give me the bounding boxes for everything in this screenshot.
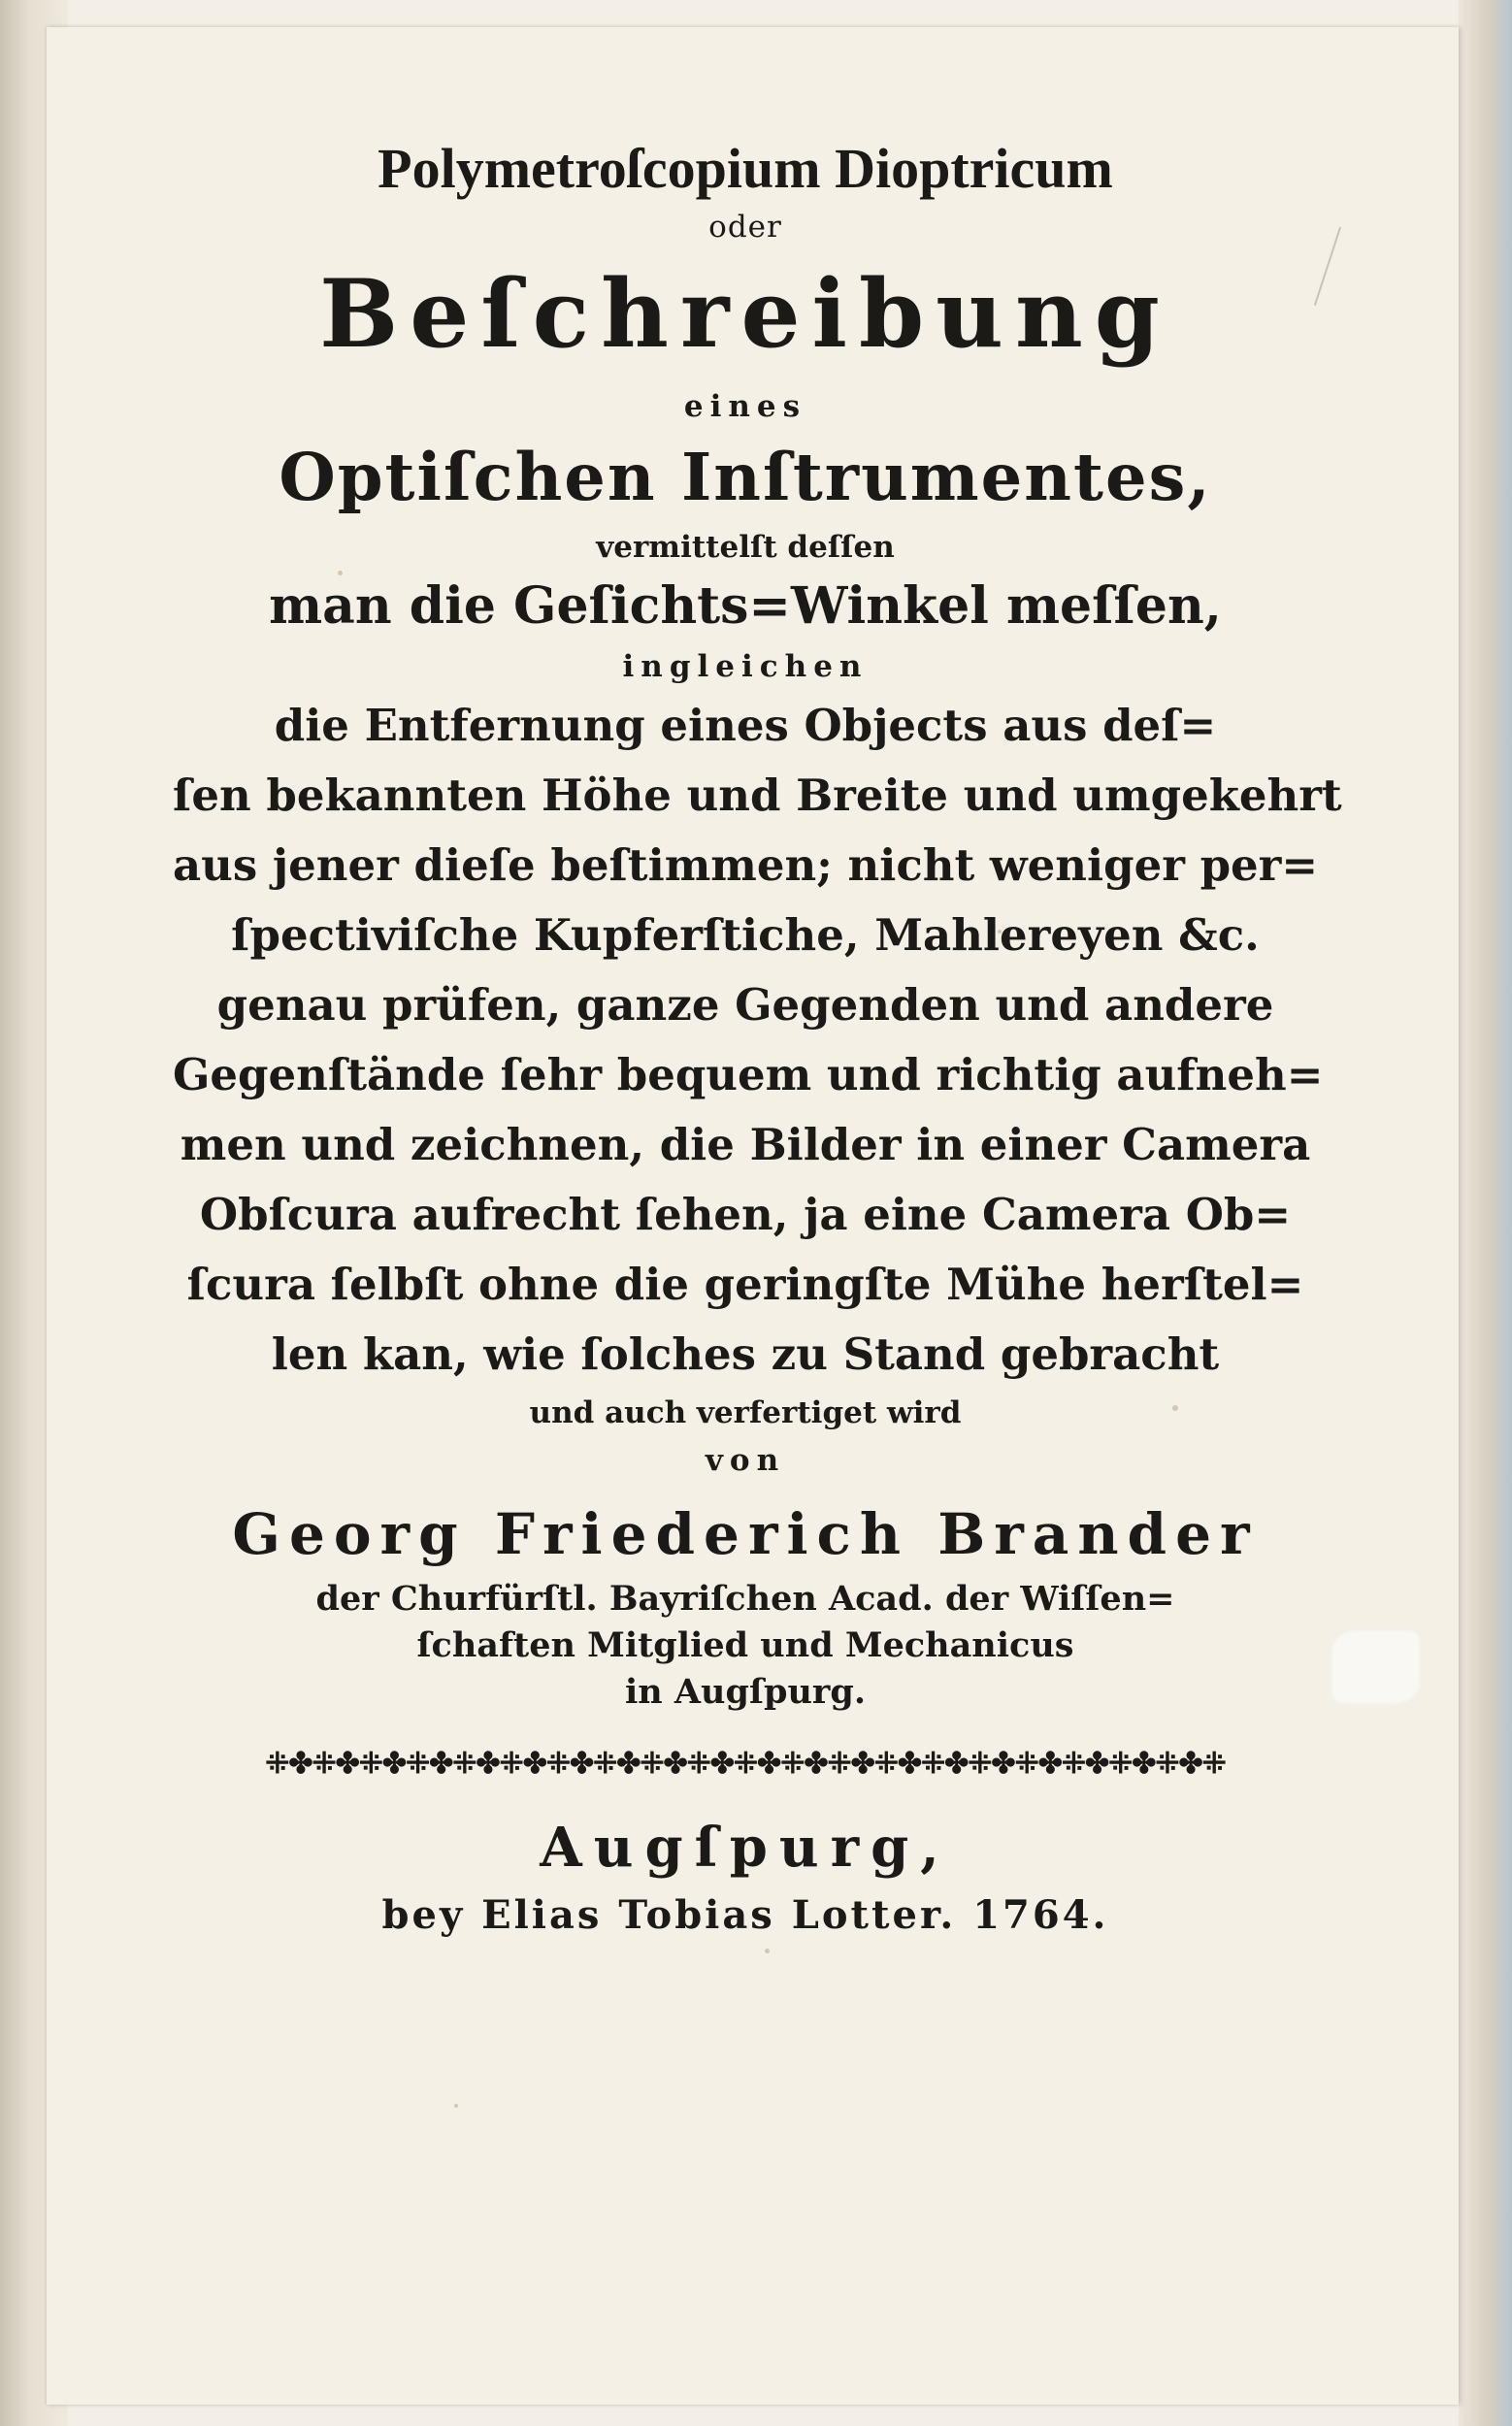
body-line: Gegenſtände ſehr bequem und richtig aufneh= <box>173 1049 1324 1100</box>
body-line: aus jener dieſe beſtimmen; nicht weniger per= <box>173 839 1319 891</box>
title-beschreibung: Beſchreibung <box>319 259 1171 369</box>
body-line: ſpectiviſche Kupferſtiche, Mahlereyen &c. <box>231 909 1260 961</box>
body-line: genau prüfen, ganze Gegenden und andere <box>216 979 1274 1031</box>
verfertiget-line: und auch verfertiget wird <box>529 1395 962 1430</box>
paper-speck <box>765 1949 770 1953</box>
publication-place: Augſpurg, <box>540 1816 951 1880</box>
author-affiliation: der Churfürſtl. Bayriſchen Acad. der Wiſſen= <box>315 1579 1175 1619</box>
paper-tear <box>1330 1628 1422 1706</box>
word-eines: eines <box>683 389 807 424</box>
body-line: len kan, wie ſolches zu Stand gebracht <box>271 1328 1220 1380</box>
word-ingleichen: ingleichen <box>622 649 869 684</box>
paper-speck <box>454 2104 458 2108</box>
main-title: Polymetroſcopium Dioptricum <box>378 137 1113 200</box>
title-page <box>47 27 1459 2405</box>
publisher-imprint: bey Elias Tobias Lotter. 1764. <box>381 1892 1109 1938</box>
body-line: men und zeichnen, die Bilder in einer Camera <box>180 1119 1311 1170</box>
page-fore-edge <box>1459 0 1512 2426</box>
connector-oder: oder <box>708 210 782 245</box>
ornamental-rule: ⁜✤⁜✤⁜✤⁜✤⁜✤⁜✤⁜✤⁜✤⁜✤⁜✤⁜✤⁜✤⁜✤⁜✤⁜✤⁜✤⁜✤⁜✤⁜✤⁜✤⁜ <box>265 1747 1226 1781</box>
author-name: Georg Friederich Brander <box>232 1501 1259 1567</box>
word-von: von <box>705 1443 786 1478</box>
body-line: Obſcura aufrecht ſehen, ja eine Camera Ob= <box>199 1189 1292 1240</box>
body-line: die Entfernung eines Objects aus deſ= <box>274 700 1217 751</box>
title-page-text <box>173 134 1342 1947</box>
author-affiliation: in Augſpurg. <box>624 1672 867 1712</box>
pencil-mark <box>1314 227 1378 318</box>
vermittelst-line: vermittelſt deſſen <box>596 530 895 565</box>
body-line: ſcura ſelbſt ohne die geringſte Mühe herſtel= <box>186 1259 1304 1310</box>
gesichts-winkel-line: man die Geſichts=Winkel meſſen, <box>269 576 1222 636</box>
title-optischen-instrumentes: Optiſchen Inſtrumentes, <box>279 439 1212 515</box>
author-affiliation: ſchaften Mitglied und Mechanicus <box>416 1625 1074 1665</box>
body-line: ſen bekannten Höhe und Breite und umgekehrt <box>173 770 1342 821</box>
